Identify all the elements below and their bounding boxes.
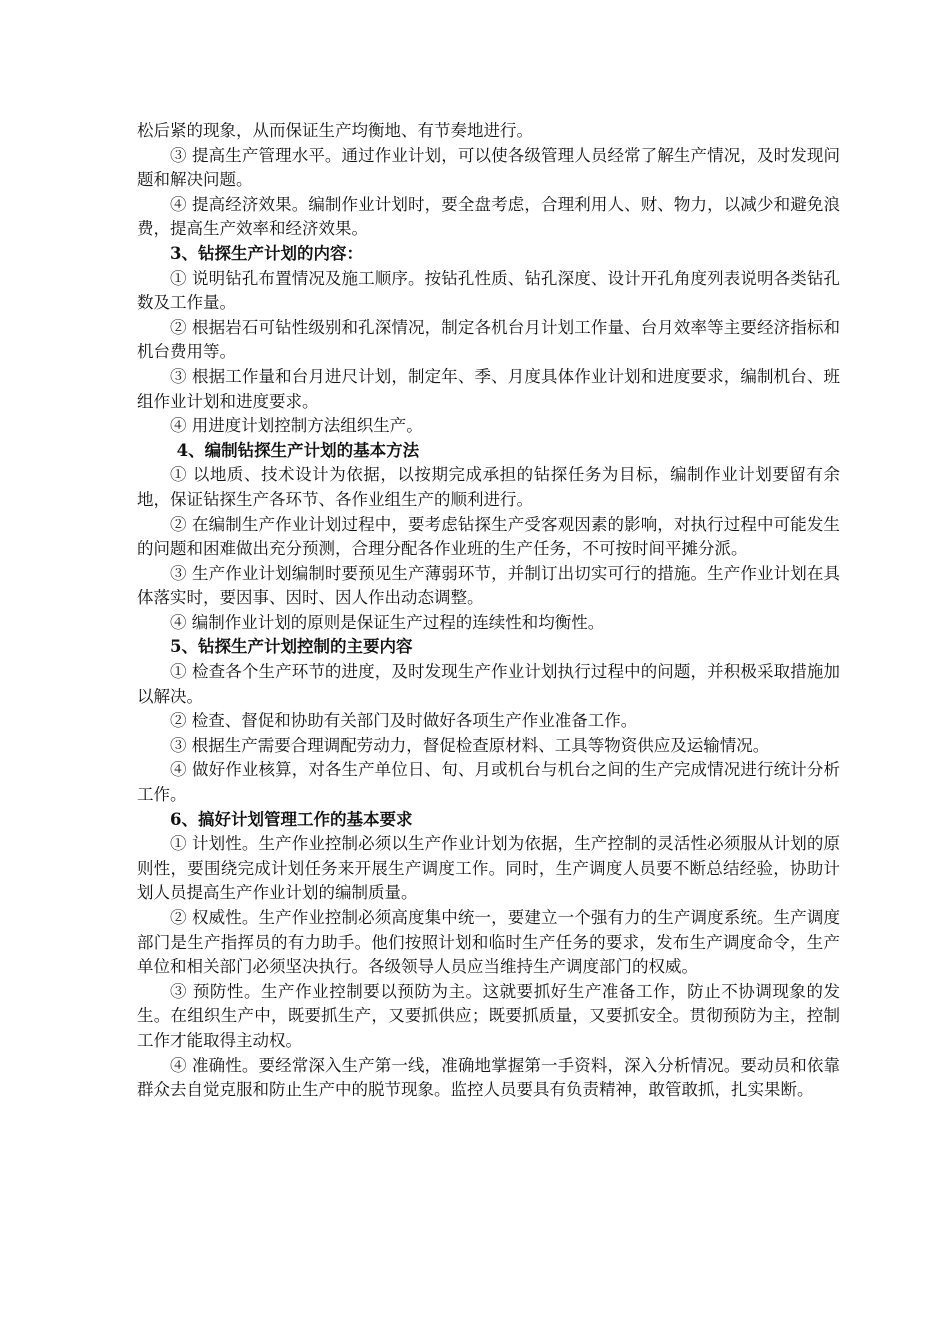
body-paragraph: ③ 根据生产需要合理调配劳动力，督促检查原材料、工具等物资供应及运输情况。: [170, 735, 770, 755]
section-heading: 5、钻探生产计划控制的主要内容: [170, 637, 413, 657]
body-paragraph: ① 计划性。生产作业控制必须以生产作业计划为依据，生产控制的灵活性必须服从计划的原则性，要围绕完成计划任务来开展生产调度工作。同时，生产调度人员要不断总结经验，协助计划人员提高生产作业计划的编制质量。: [137, 834, 840, 903]
body-paragraph: ① 说明钻孔布置情况及施工顺序。按钻孔性质、钻孔深度、设计开孔角度列表说明各类钻孔数及工作量。: [137, 268, 840, 313]
section-heading: 6、搞好计划管理工作的基本要求: [170, 809, 413, 829]
body-paragraph: ② 在编制生产作业计划过程中，要考虑钻探生产受客观因素的影响，对执行过程中可能发生的问题和困难做出充分预测，合理分配各作业班的生产任务，不可按时间平摊分派。: [137, 514, 840, 559]
body-paragraph: ③ 根据工作量和台月进尺计划，制定年、季、月度具体作业计划和进度要求，编制机台、班组作业计划和进度要求。: [137, 366, 840, 411]
body-paragraph: ④ 做好作业核算，对各生产单位日、旬、月或机台与机台之间的生产完成情况进行统计分析工作。: [137, 760, 840, 805]
body-paragraph: ② 权威性。生产作业控制必须高度集中统一，要建立一个强有力的生产调度系统。生产调度部门是生产指挥员的有力助手。他们按照计划和临时生产任务的要求，发布生产调度命令，生产单位和相关部门必须坚决执行。各级领导人员应当维持生产调度部门的权威。: [137, 908, 840, 977]
body-paragraph: ③ 提高生产管理水平。通过作业计划，可以使各级管理人员经常了解生产情况，及时发现问题和解决问题。: [137, 145, 840, 190]
section-heading: 3、钻探生产计划的内容：: [170, 243, 363, 263]
body-paragraph: ① 以地质、技术设计为依据，以按期完成承担的钻探任务为目标，编制作业计划要留有余地，保证钻探生产各环节、各作业组生产的顺利进行。: [137, 465, 840, 509]
body-paragraph: ② 检查、督促和协助有关部门及时做好各项生产作业准备工作。: [170, 711, 638, 731]
body-paragraph: ④ 提高经济效果。编制作业计划时，要全盘考虑，合理利用人、财、物力，以减少和避免浪费，提高生产效率和经济效果。: [137, 194, 840, 239]
body-paragraph: ④ 编制作业计划的原则是保证生产过程的连续性和均衡性。: [170, 612, 605, 632]
body-paragraph: 松后紧的现象，从而保证生产均衡地、有节奏地进行。: [137, 121, 533, 140]
document-page: [137, 119, 840, 1103]
body-paragraph: ④ 准确性。要经常深入生产第一线，准确地掌握第一手资料，深入分析情况。要动员和依靠群众去自觉克服和防止生产中的脱节现象。监控人员要具有负责精神，敢管敢抓，扎实果断。: [137, 1055, 840, 1100]
section-heading: 4、编制钻探生产计划的基本方法: [176, 440, 420, 460]
body-paragraph: ③ 预防性。生产作业控制要以预防为主。这就要抓好生产准备工作，防止不协调现象的发生。在组织生产中，既要抓生产，又要抓供应；既要抓质量，又要抓安全。贯彻预防为主，控制工作才能取得主动权。: [137, 981, 840, 1050]
body-paragraph: ④ 用进度计划控制方法组织生产。: [170, 416, 423, 436]
body-paragraph: ① 检查各个生产环节的进度，及时发现生产作业计划执行过程中的问题，并积极采取措施加以解决。: [137, 662, 840, 706]
body-paragraph: ③ 生产作业计划编制时要预见生产薄弱环节，并制订出切实可行的措施。生产作业计划在具体落实时，要因事、因时、因人作出动态调整。: [137, 563, 840, 608]
body-paragraph: ② 根据岩石可钻性级别和孔深情况，制定各机台月计划工作量、台月效率等主要经济指标和机台费用等。: [137, 317, 840, 362]
